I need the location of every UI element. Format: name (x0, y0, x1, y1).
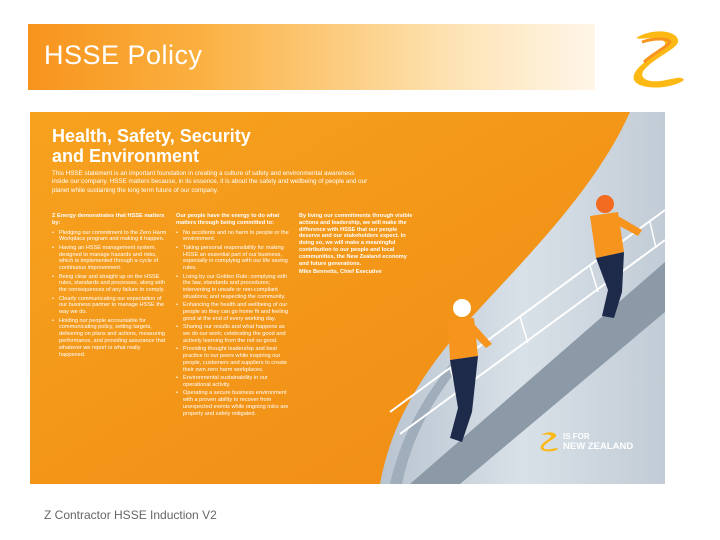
z-brand-icon (538, 430, 560, 452)
poster-intro: This HSSE statement is an important foundation in creating a culture of safety and environmental awareness inside our company. HSSE matters because, in its essence, it is about the safety and wellbeing of people and our planet while sustaining the long term future of our company. (52, 170, 368, 194)
leadership-statement: By living our commitments through visible actions and leadership, we will make the difference with HSSE that our people deserve and our stakeholders expect. In doing so, we will make a meaningful contribution to our people and local communities, the New Zealand economy and future generations. (299, 213, 413, 267)
list-item: • Enhancing the health and wellbeing of our people so they can go home fit and feeling good at the end of every working day. (183, 302, 290, 322)
list-item: • Having an HSSE management system, designed to manage hazards and risks, which is implemented through a cycle of continuous improvement. (59, 245, 167, 272)
policy-column-leadership (299, 213, 417, 276)
slide-footer: Z Contractor HSSE Induction V2 (44, 508, 217, 522)
policy-column-people (176, 213, 290, 419)
poster-heading-line1: Health, Safety, Security (52, 126, 251, 146)
z-energy-logo (626, 26, 690, 90)
brand-line2: NEW ZEALAND (563, 441, 634, 452)
z-is-for-new-zealand-brand (538, 430, 650, 454)
column-heading: Our people have the energy to do what matters through being committed to: (176, 213, 280, 226)
policy-column-commitments (52, 213, 167, 360)
list-item: • Being clear and straight up on the HSSE rules, standards and processes, along with the consequences of any failure to comply. (59, 274, 167, 294)
hsse-policy-poster (30, 112, 665, 484)
list-item: • Clearly communicating our expectation of our business partner to manage HSSE the way we do. (59, 296, 167, 316)
ceo-signature: Mike Bennetts, Chief Executive (299, 269, 382, 276)
list-item: • Holding our people accountable for communicating policy, setting targets, delivering on plans and actions, measuring performance, and providing assurance that whatever we report is what really happened. (59, 318, 167, 359)
list-item: • No accidents and no harm to people or the environment. (183, 230, 290, 244)
list-item: • Operating a secure business environment with a proven ability to recover from unexpected events while ongoing risks are properly and safely mitigated. (183, 390, 290, 417)
list-item: • Taking personal responsibility for making HSSE an essential part of our business, especially in complying with our life saving rules. (183, 245, 290, 272)
column-list (52, 230, 167, 359)
slide-title: HSSE Policy (44, 40, 203, 70)
poster-heading-line2: and Environment (52, 146, 200, 166)
list-item: • Pledging our commitment to the Zero Harm Workplace program and making it happen. (59, 230, 167, 244)
column-heading: Z Energy demonstrates that HSSE matters by: (52, 213, 165, 226)
brand-line1: IS FOR (563, 432, 590, 441)
list-item: • Sharing our results and what happens as we do our work; celebrating the good and actively learning from the not so good. (183, 324, 290, 344)
poster-heading (52, 126, 251, 166)
list-item: • Living by our Golden Rule: complying with the law, standards and procedures; intervening in unsafe or non-compliant situations; and respecting the community. (183, 274, 290, 301)
column-list (176, 230, 290, 418)
list-item: • Environmental sustainability in our operational activity. (183, 375, 290, 389)
list-item: • Providing thought leadership and best practice to our peers while inspiring our people, customers and suppliers to create their own zero harm workplaces. (183, 346, 290, 373)
